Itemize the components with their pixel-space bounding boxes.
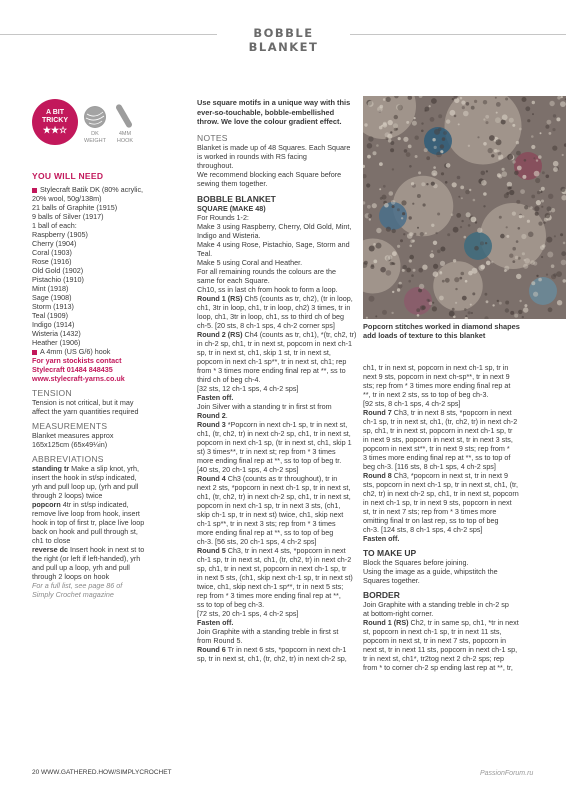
page-title: BOBBLE BLANKET xyxy=(248,26,319,54)
list-item: 20% wool, 50g/138m) xyxy=(32,194,102,203)
abbrev-text: yrh and pull loop up, (yrh and pull xyxy=(32,482,139,491)
footer-watermark: PassionForum.ru xyxy=(480,770,534,777)
pattern-line: Make 4 using Rose, Pistachio, Sage, Storm and xyxy=(197,239,350,249)
stockist-line: For yarn stockists contact xyxy=(32,356,122,365)
pattern-line: from * to corner ch-2 sp ending last rep at **, tr, xyxy=(363,663,513,672)
pattern-line: twice, ch1, skip next ch-1 sp**, tr in next 5 sts; xyxy=(197,581,344,591)
measurements-heading: MEASUREMENTS xyxy=(32,421,108,431)
pattern-line: ch1, tr in next st, popcorn in next ch-1 sp, tr in xyxy=(363,363,509,372)
pattern-line: sp, ch1, tr in next st, popcorn in next ch-1 sp, tr xyxy=(197,563,347,573)
list-item: Raspberry (1905) xyxy=(32,230,88,239)
pattern-line: For all remaining rounds the colours are the xyxy=(197,266,337,276)
abbrev-more: Simply Crochet magazine xyxy=(32,590,114,599)
pattern-line: sp, ch1, tr in next st, popcorn in next ch-1 sp, tr xyxy=(363,426,513,435)
border-text xyxy=(363,600,540,672)
pattern-line: **, tr in next 2 sts, ss to top of beg ch-3. xyxy=(363,390,489,399)
abbrev-text: insert the hook in st/sp indicated, xyxy=(32,473,137,482)
pattern-line: in next 5 sts, (ch1, skip next ch-1 sp, tr in next st) xyxy=(197,572,353,582)
pattern-line: 3 times more ending final rep at **, ss to top of xyxy=(363,453,511,462)
pattern-line: Round 4 Ch3 (counts as tr throughout), tr in xyxy=(197,473,338,483)
pattern-line: ch-1 sp, tr in next st, ch1, (tr, ch2, tr) in next ch-2 xyxy=(363,417,518,426)
pattern-column-2 xyxy=(197,98,359,663)
footer-page-number: 20 WWW.GATHERED.HOW/SIMPLYCROCHET xyxy=(32,769,172,776)
pattern-line: Ch10, ss in last ch from hook to form a loop. xyxy=(197,284,338,294)
pattern-line: tr in next st, ch1*, tr2tog next 2 ch-2 sps; rep xyxy=(363,654,505,663)
pattern-line: ch1, 3tr in loop, ch1, tr in loop, ch2) 3 times, tr in xyxy=(197,302,351,312)
border-heading: BORDER xyxy=(363,590,400,600)
pattern-line: Round 1 (RS) Ch2, tr in same sp, ch1, *tr in next xyxy=(363,618,519,627)
pattern-line: ss to top of beg ch-3. xyxy=(197,599,265,609)
pattern-line: st) 3 times**, tr in next st; rep from * 3 times xyxy=(197,446,336,456)
pattern-body-continued xyxy=(363,363,540,543)
list-item: 1 ball of each: xyxy=(32,221,77,230)
pattern-line: ch-3. [124 sts, 8 ch-1 sps, 4 ch-2 sps] xyxy=(363,525,483,534)
pattern-line: more ending final rep at **, ss to top of beg tr. xyxy=(197,455,342,465)
list-item: Stylecraft Batik DK (80% acrylic, xyxy=(32,185,180,194)
pattern-line: third ch of beg ch-4. xyxy=(197,374,261,384)
list-item: Old Gold (1902) xyxy=(32,266,84,275)
pattern-line: Join Graphite with a standing treble in first st xyxy=(197,626,339,636)
list-item: Teal (1909) xyxy=(32,311,68,320)
pattern-line: ch-5. [20 sts, 8 ch-1 sps, 4 ch-2 corner sps] xyxy=(197,320,335,330)
header-rule-right xyxy=(350,34,566,35)
yarn-ball-icon xyxy=(84,106,106,128)
skill-badge-line1: A BIT xyxy=(45,109,65,116)
list-item: Cherry (1904) xyxy=(32,239,77,248)
yarn-label-1: DK xyxy=(91,131,99,137)
pattern-line: rep from * 3 times more ending final rep at **, xyxy=(197,590,341,600)
stockist-url[interactable]: www.stylecraft-yarns.co.uk xyxy=(32,374,125,383)
pattern-line: Teal. xyxy=(197,248,213,258)
hook-label-1: 4MM xyxy=(118,131,132,137)
pattern-line: ch1, (tr, ch2, tr) in next ch-2 sp, ch1, tr in next st, xyxy=(197,491,351,501)
pattern-line: more ending final rep at **, ss to top of beg xyxy=(197,527,334,537)
pattern-body xyxy=(197,213,359,663)
pattern-line: Round 8 Ch3, *popcorn in next st, tr in next 9 xyxy=(363,471,509,480)
pattern-line: Round 2 (RS) Ch4 (counts as tr, ch1), *(tr, ch2, tr) xyxy=(197,329,357,339)
abbrev-text: ch1 to close xyxy=(32,536,71,545)
list-item: Storm (1913) xyxy=(32,302,74,311)
makeup-heading: TO MAKE UP xyxy=(363,548,417,558)
pattern-line: Fasten off. xyxy=(197,392,234,402)
pattern-line: next 9 sts, popcorn in next ch-sp**, tr in next 9 xyxy=(363,372,510,381)
pattern-line: skip ch-1 sp, tr in next st) twice, ch1, skip next xyxy=(197,509,344,519)
you-will-need-section xyxy=(32,172,180,599)
pattern-line: [72 sts, 20 ch-1 sps, 4 ch-2 sps] xyxy=(197,608,299,618)
pattern-line: in next ch-1 sp, tr in next 9 sts, popcorn in next xyxy=(363,498,512,507)
yarn-weight-label xyxy=(79,131,111,145)
pattern-line: [32 sts, 12 ch-1 sps, 4 ch-2 sps] xyxy=(197,383,299,393)
abbrev-text: back on hook and pull through st, xyxy=(32,527,138,536)
abbrev-text: through 2 loops) twice xyxy=(32,491,103,500)
abbrev-reverse-dc: reverse dc Insert hook in next st to xyxy=(32,545,145,554)
pattern-line: popcorn in next ch-1 sp, (tr in next st, ch1, skip 1 xyxy=(197,437,352,447)
pattern-line: Join Graphite with a standing treble in ch-2 sp xyxy=(363,600,509,609)
skill-level-badge xyxy=(32,99,78,145)
you-will-need-heading: YOU WILL NEED xyxy=(32,171,104,181)
pattern-line: in next 9 sts, popcorn in next st, tr in next 3 sts, xyxy=(363,435,513,444)
hook-size-label xyxy=(113,131,137,145)
pattern-line: Fasten off. xyxy=(197,617,234,627)
tension-text: affect the yarn quantities required xyxy=(32,407,139,416)
stockist-phone: Stylecraft 01484 848435 xyxy=(32,365,113,374)
list-item: 9 balls of Silver (1917) xyxy=(32,212,104,221)
abbrev-text: through 2 loops on hook xyxy=(32,572,110,581)
abbreviations-heading: ABBREVIATIONS xyxy=(32,454,104,464)
pattern-line: loop, ch1, 3tr in loop, ch1, ss to third ch of beg xyxy=(197,311,345,321)
intro-text: Use square motifs in a unique way with this ever-so-touchable, bobble-embellished throw. We love the colour gradient effect. xyxy=(197,98,351,127)
pattern-line: Round 1 (RS) Ch5 (counts as tr, ch2), (tr in loop, xyxy=(197,293,353,303)
pattern-line: Indigo and Wisteria. xyxy=(197,230,261,240)
makeup-text: Block the Squares before joining. Using the image as a guide, whipstitch the Squares together. xyxy=(363,558,498,585)
pattern-line: popcorn in next st, tr in next 7 sts, popcorn in xyxy=(363,636,507,645)
pattern-line: popcorn in next ch-1 sp, tr in next 3 sts, (ch1, xyxy=(197,500,341,510)
list-item: Sage (1908) xyxy=(32,293,72,302)
yarn-label-2: WEIGHT xyxy=(84,138,106,144)
list-item: Heather (1906) xyxy=(32,338,81,347)
pattern-line: Join Silver with a standing tr in first st from xyxy=(197,401,332,411)
pattern-line: ch-1 sp, tr in next st, ch1, (tr, ch2, tr) in next ch-2 xyxy=(197,554,352,564)
abbrev-text: remove live loop from hook, insert xyxy=(32,509,140,518)
pattern-line: ch2, tr) in next ch-2 sp, ch1, tr in next st, popcorn xyxy=(363,489,519,498)
pattern-line: Fasten off. xyxy=(363,534,400,543)
abbrev-standing-tr: standing tr Make a slip knot, yrh, xyxy=(32,464,140,473)
yarn-list xyxy=(32,185,180,383)
notes-heading: NOTES xyxy=(197,132,228,143)
square-heading: SQUARE (MAKE 48) xyxy=(197,203,266,213)
abbrev-popcorn: popcorn 4tr in st/sp indicated, xyxy=(32,500,129,509)
list-item: Coral (1903) xyxy=(32,248,72,257)
list-item: Indigo (1914) xyxy=(32,320,75,329)
pattern-line: sp, tr in next st, ch1, skip 1 st, tr in next st, xyxy=(197,347,331,357)
pattern-line: ch1, (tr, ch2, tr) in next ch-2 sp, ch1, tr in next st, xyxy=(197,428,351,438)
list-item: Rose (1916) xyxy=(32,257,72,266)
pattern-line: sts; rep from * 3 times more ending final rep at xyxy=(363,381,511,390)
blanket-photo xyxy=(363,96,566,319)
pattern-line: from * 3 times more ending final rep at **, ss to xyxy=(197,365,346,375)
abbrev-more: For a full list, see page 86 of xyxy=(32,581,123,590)
measurements-text: 165x125cm (65x49¼in) xyxy=(32,440,108,449)
tension-text: Tension is not critical, but it may xyxy=(32,398,134,407)
pattern-line: from Round 5. xyxy=(197,635,243,645)
pattern-line: Make 5 using Coral and Heather. xyxy=(197,257,303,267)
pattern-line: [40 sts, 20 ch-1 sps, 4 ch-2 sps] xyxy=(197,464,299,474)
list-item: Wisteria (1432) xyxy=(32,329,81,338)
skill-stars: ★★☆ xyxy=(42,125,68,135)
pattern-line: Round 6 Tr in next 6 sts, *popcorn in next ch-1 xyxy=(197,644,347,654)
header-rule-left xyxy=(0,34,217,35)
pattern-line: ch-3. [56 sts, 20 ch-1 sps, 4 ch-2 sps] xyxy=(197,536,317,546)
pattern-line: beg ch-3. [116 sts, 8 ch-1 sps, 4 ch-2 sps] xyxy=(363,462,496,471)
skill-badge-line2: TRICKY xyxy=(41,117,69,124)
tension-heading: TENSION xyxy=(32,388,72,398)
pattern-line: at bottom-right corner. xyxy=(363,609,434,618)
photo-caption: Popcorn stitches worked in diamond shapes add loads of texture to this blanket xyxy=(363,322,520,341)
hook-label-2: HOOK xyxy=(116,138,134,144)
pattern-line: next 2 sts, *popcorn in next ch-1 sp, tr in next st, xyxy=(197,482,351,492)
pattern-line: Round 2. xyxy=(197,410,228,420)
pattern-line: popcorn in next st**, tr in next 9 sts; rep from * xyxy=(363,444,510,453)
blanket-photo-image xyxy=(363,96,566,319)
notes-text: Blanket is made up of 48 Squares. Each Square is worked in rounds with RS facing throughout. We recommend blocking each Square before sewing them together. xyxy=(197,142,351,188)
list-item: Mint (1918) xyxy=(32,284,69,293)
pattern-line: ch-1 sp**, tr in next 3 sts; rep from * 3 times xyxy=(197,518,336,528)
pattern-line: omitting final tr on last rep, ss to top of beg xyxy=(363,516,499,525)
crochet-hook-icon xyxy=(115,103,133,129)
bullet-square-icon xyxy=(32,188,37,193)
abbrev-text: and pull up a loop, yrh and pull xyxy=(32,563,130,572)
pattern-line: For Rounds 1-2: xyxy=(197,212,249,222)
abbrev-text: hook in top of first tr, place live loop xyxy=(32,518,145,527)
pattern-line: Make 3 using Raspberry, Cherry, Old Gold, Mint, xyxy=(197,221,352,231)
pattern-line: Round 3 *Popcorn in next ch-1 sp, tr in next st, xyxy=(197,419,348,429)
abbrev-text: the right (or left if left-handed), yrh xyxy=(32,554,141,563)
pattern-line: sp, tr in next st, ch1, (tr, ch2, tr) in next ch-2 sp, xyxy=(197,653,347,663)
pattern-line: Round 7 Ch3, tr in next 8 sts, *popcorn in next xyxy=(363,408,512,417)
list-item: A 4mm (US G/6) hook xyxy=(32,347,180,356)
pattern-line: st, tr in next 7 sts; rep from * 3 times more xyxy=(363,507,497,516)
pattern-line: in ch-2 sp, ch1, tr in next st, popcorn in next ch-1 xyxy=(197,338,353,348)
measurements-text: Blanket measures approx xyxy=(32,431,114,440)
pattern-line: Round 5 Ch3, tr in next 4 sts, *popcorn in next xyxy=(197,545,346,555)
pattern-line: popcorn in next ch-1 sp**, tr in next st, ch1; rep xyxy=(197,356,347,366)
pattern-line: next st, tr in next 11 sts, popcorn in next ch-1 sp, xyxy=(363,645,518,654)
list-item: 21 balls of Graphite (1915) xyxy=(32,203,118,212)
pattern-line: st, popcorn in next ch-1 sp, tr in next 11 sts, xyxy=(363,627,502,636)
pattern-line: [92 sts, 8 ch-1 sps, 4 ch-2 sps] xyxy=(363,399,461,408)
pattern-heading: BOBBLE BLANKET xyxy=(197,193,276,204)
list-item: Pistachio (1910) xyxy=(32,275,84,284)
pattern-column-3 xyxy=(363,363,540,672)
bullet-square-icon xyxy=(32,350,37,355)
pattern-line: same for each Square. xyxy=(197,275,270,285)
pattern-line: sts, popcorn in next ch-1 sp, tr in next st, ch1, (tr, xyxy=(363,480,518,489)
